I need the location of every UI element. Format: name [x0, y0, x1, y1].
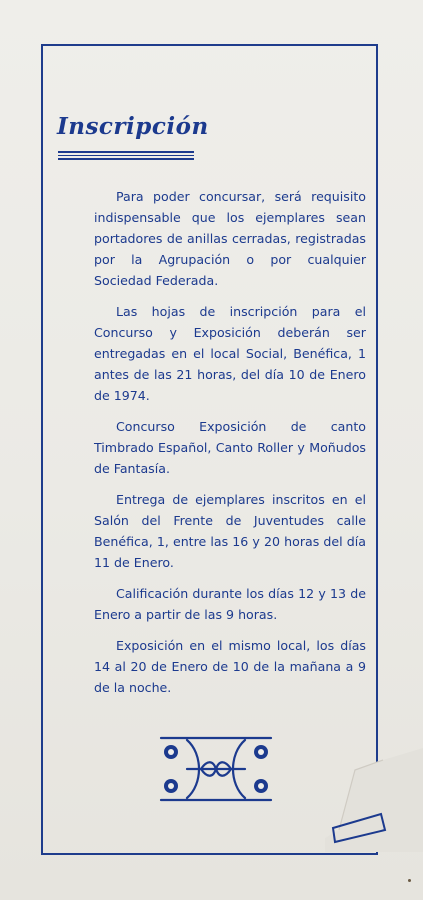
- rules-text: [94, 186, 366, 708]
- title-underline-2: [58, 155, 194, 156]
- title-underline-1: [58, 151, 194, 153]
- paragraph-contest-categories: Concurso Exposición de canto Timbrado Español, Canto Roller y Moñudos de Fantasía.: [94, 419, 366, 476]
- paragraph-requirements: Para poder concursar, será requisito indispensable que los ejemplares sean portadores de anillas cerradas, registradas por la Agrupación o por cualquier Sociedad Federada.: [94, 189, 366, 288]
- decorative-ornament-icon: [157, 734, 275, 804]
- paragraph-registration-forms: Las hojas de inscripción para el Concurso y Exposición deberán ser entregadas en el local Social, Benéfica, 1 antes de las 21 horas, del día 10 de Enero de 1974.: [94, 304, 366, 403]
- paragraph-exhibition: Exposición en el mismo local, los días 14 al 20 de Enero de 10 de la mañana a 9 de la noche.: [94, 638, 366, 695]
- paragraph-delivery: Entrega de ejemplares inscritos en el Salón del Frente de Juventudes calle Benéfica, 1, entre las 16 y 20 horas del día 11 de Enero.: [94, 492, 366, 570]
- paragraph-judging: Calificación durante los días 12 y 13 de Enero a partir de las 9 horas.: [94, 586, 366, 622]
- page-title: Inscripción: [57, 113, 209, 140]
- folded-corner-icon: [325, 742, 423, 852]
- paper-speck: [408, 879, 411, 882]
- title-underline-3: [58, 158, 194, 160]
